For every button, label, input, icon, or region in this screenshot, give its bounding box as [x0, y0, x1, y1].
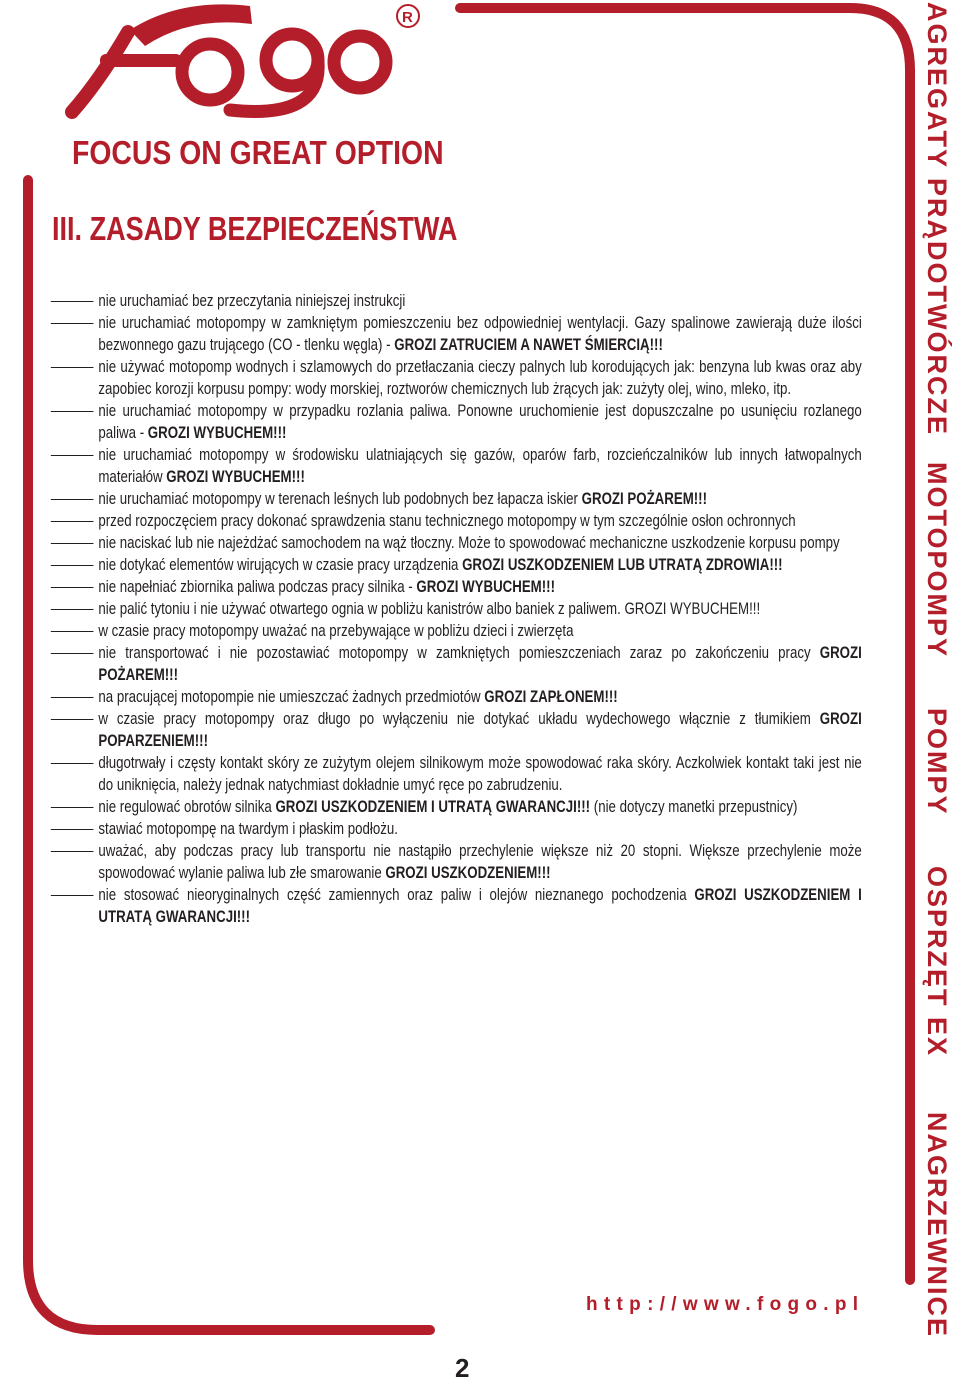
- safety-rule-item: [50, 356, 862, 400]
- rule-warning: GROZI USZKODZENIEM!!!: [385, 864, 551, 882]
- rule-warning: GROZI USZKODZENIEM I UTRATĄ GWARANCJI!!!: [98, 886, 862, 926]
- safety-rule-item: [50, 708, 862, 752]
- rule-dash: [51, 609, 94, 610]
- side-nav-item-agregaty[interactable]: AGREGATY PRĄDOTWÓRCZE: [922, 2, 952, 437]
- website-url[interactable]: http://www.fogo.pl: [586, 1294, 865, 1315]
- safety-rule-item: [50, 884, 862, 928]
- safety-rule-item: [50, 290, 862, 312]
- rule-text: przed rozpoczęciem pracy dokonać sprawdzenia stanu technicznego motopompy w tym szczególnie osłon ochronnych: [98, 512, 796, 530]
- side-nav-item-osprzet-ex[interactable]: OSPRZĘT EX: [922, 866, 952, 1058]
- rule-text: nie używać motopomp wodnych i szlamowych do przetłaczania cieczy palnych lub korodujących jak: benzyna lub kwas oraz aby zapobiec korozji korpusu pompy: wody morskiej, roztworów chemicznych lub żrących jak: zużyty olej, wino, mleko, itp.: [98, 358, 862, 398]
- rule-text: w czasie pracy motopompy uważać na przebywające w pobliżu dzieci i zwierzęta: [98, 622, 574, 640]
- safety-rules-list: [50, 290, 862, 928]
- rule-dash: [51, 895, 94, 896]
- safety-rule-item: [50, 554, 862, 576]
- safety-rule-item: [50, 796, 862, 818]
- rule-text: nie naciskać lub nie najeżdżać samochodem na wąż tłoczny. Może to spowodować mechaniczne uszkodzenie korpusu pompy: [98, 534, 840, 552]
- rule-warning: GROZI WYBUCHEM!!!: [166, 468, 305, 486]
- safety-rule-item: [50, 532, 862, 554]
- safety-rule-item: [50, 686, 862, 708]
- rule-dash: [51, 455, 94, 456]
- side-nav-item-pompy[interactable]: POMPY: [922, 708, 952, 816]
- section-title: III. ZASADY BEZPIECZEŃSTWA: [52, 210, 458, 247]
- rule-dash: [51, 323, 94, 324]
- rule-text: nie uruchamiać motopompy w przypadku rozlania paliwa. Ponowne uruchomienie jest dopuszczalne po usunięciu rozlanego paliwa -: [98, 402, 862, 442]
- safety-rule-item: [50, 620, 862, 642]
- safety-rule-item: [50, 444, 862, 488]
- brand-tagline: FOCUS ON GREAT OPTION: [72, 134, 444, 171]
- rule-dash: [51, 587, 94, 588]
- safety-rule-item: [50, 312, 862, 356]
- rule-text: stawiać motopompę na twardym i płaskim podłożu.: [98, 820, 398, 838]
- rule-warning: GROZI POŻAREM!!!: [98, 644, 862, 684]
- rule-dash: [51, 719, 94, 720]
- side-nav-item-nagrzewnice[interactable]: NAGRZEWNICE: [922, 1112, 952, 1338]
- rule-text: na pracującej motopompie nie umieszczać żadnych przedmiotów: [98, 688, 485, 706]
- rule-dash: [51, 565, 94, 566]
- rule-warning: GROZI USZKODZENIEM I UTRATĄ GWARANCJI!!!: [275, 798, 591, 816]
- side-category-nav: [918, 0, 956, 1378]
- rule-text: nie regulować obrotów silnika: [98, 798, 276, 816]
- rule-warning: GROZI ZAPŁONEM!!!: [484, 688, 618, 706]
- rule-dash: [51, 301, 94, 302]
- rule-text: uważać, aby podczas pracy lub transportu nie nastąpiło przechylenie większe niż 20 stopni. Większe przechylenie może spowodować wylanie paliwa lub złe smarowanie: [98, 842, 862, 882]
- rule-text: nie dotykać elementów wirujących w czasie pracy urządzenia: [98, 556, 463, 574]
- safety-rule-item: [50, 642, 862, 686]
- rule-text: nie uruchamiać motopompy w środowisku ulatniających się gazów, oparów farb, rozcieńczalników lub innych łatwopalnych materiałów: [98, 446, 862, 486]
- rule-warning: GROZI WYBUCHEM!!!: [147, 424, 287, 442]
- side-nav-item-motopompy[interactable]: MOTOPOMPY: [922, 462, 952, 659]
- safety-rule-item: [50, 598, 862, 620]
- rule-text: nie transportować i nie pozostawiać motopompy w zamkniętych pomieszczeniach zaraz po zakończeniu pracy: [98, 644, 820, 662]
- page-number: 2: [455, 1353, 470, 1383]
- rule-text: w czasie pracy motopompy oraz długo po wyłączeniu nie dotykać układu wydechowego włącznie z tłumikiem: [98, 710, 820, 728]
- rule-dash: [51, 763, 94, 764]
- rule-warning: GROZI WYBUCHEM!!!: [416, 578, 556, 596]
- rule-dash: [51, 367, 94, 368]
- rule-dash: [51, 521, 94, 522]
- rule-text: nie stosować nieoryginalnych część zamiennych oraz paliw i olejów nieznanego pochodzenia: [98, 886, 695, 904]
- rule-dash: [51, 829, 94, 830]
- rule-warning: GROZI POPARZENIEM!!!: [98, 710, 862, 750]
- rule-dash: [51, 653, 94, 654]
- rule-dash: [51, 631, 94, 632]
- safety-rule-item: [50, 488, 862, 510]
- rule-text: nie napełniać zbiornika paliwa podczas pracy silnika -: [98, 578, 417, 596]
- rule-text: nie uruchamiać bez przeczytania niniejszej instrukcji: [98, 292, 406, 310]
- safety-rule-item: [50, 576, 862, 598]
- safety-rule-item: [50, 818, 862, 840]
- safety-rule-item: [50, 752, 862, 796]
- rule-text: nie palić tytoniu i nie używać otwartego ognia w pobliżu kanistrów albo baniek z paliwem. GROZI WYBUCHEM!!!: [98, 600, 761, 618]
- rule-text: długotrwały i częsty kontakt skóry ze zużytym olejem silnikowym może spowodować raka skóry. Aczkolwiek kontakt taki jest nie do uniknięcia, należy jednak natychmiast dokładnie umyć ręce po zabrudzeniu.: [98, 754, 862, 794]
- registered-mark: R: [402, 9, 413, 26]
- rule-text: nie uruchamiać motopompy w terenach leśnych lub podobnych bez łapacza iskier: [98, 490, 582, 508]
- rule-dash: [51, 807, 94, 808]
- rule-dash: [51, 411, 94, 412]
- rule-warning: GROZI POŻAREM!!!: [581, 490, 708, 508]
- safety-rule-item: [50, 400, 862, 444]
- fogo-logo: [60, 0, 440, 130]
- rule-warning: GROZI ZATRUCIEM A NAWET ŚMIERCIĄ!!!: [394, 336, 663, 354]
- rule-dash: [51, 543, 94, 544]
- rule-warning: GROZI USZKODZENIEM LUB UTRATĄ ZDROWIA!!!: [462, 556, 783, 574]
- rule-dash: [51, 499, 94, 500]
- rule-dash: [51, 697, 94, 698]
- safety-rule-item: [50, 840, 862, 884]
- rule-note: (nie dotyczy manetki przepustnicy): [590, 798, 798, 816]
- rule-dash: [51, 851, 94, 852]
- rule-text: nie uruchamiać motopompy w zamkniętym pomieszczeniu bez odpowiedniej wentylacji. Gazy spalinowe zawierają duże ilości bezwonnego gazu trującego (CO - tlenku węgla) -: [98, 314, 862, 354]
- safety-rule-item: [50, 510, 862, 532]
